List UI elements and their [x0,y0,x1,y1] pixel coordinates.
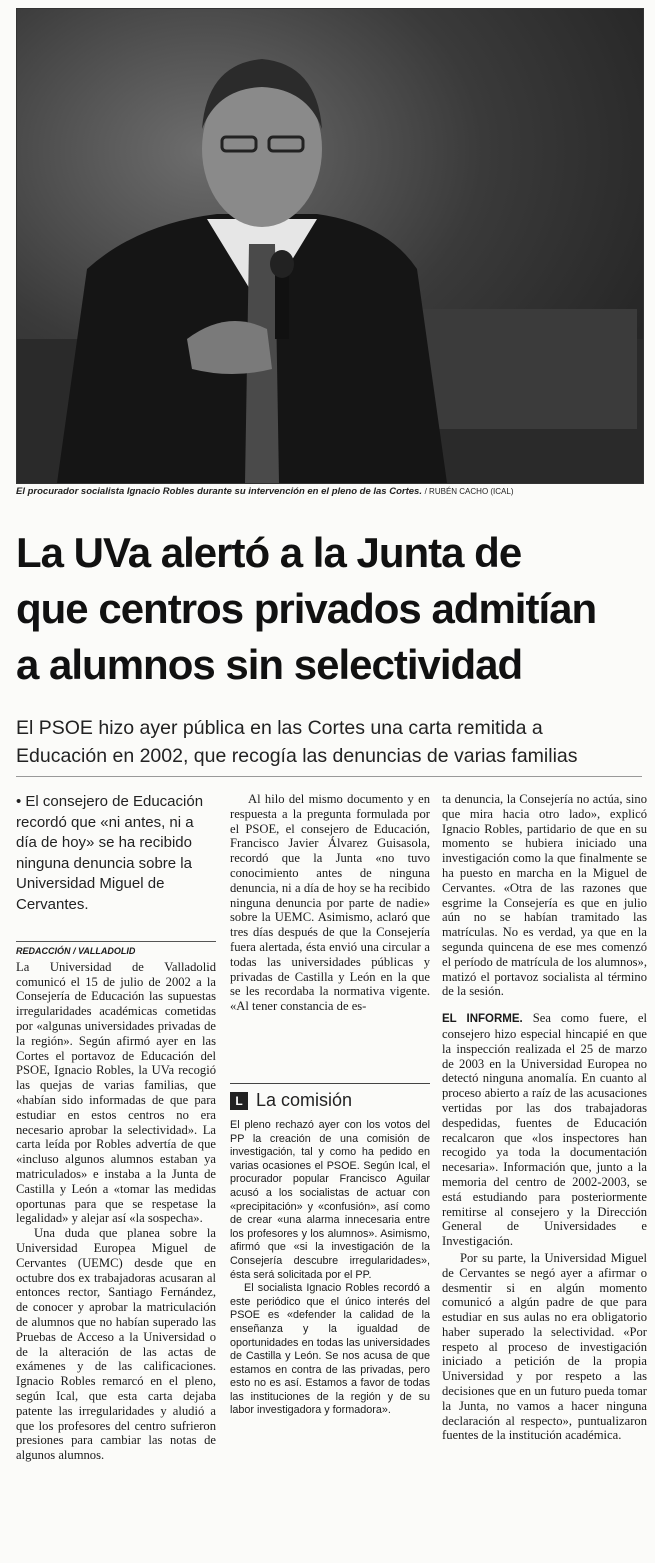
body-paragraph: La Universidad de Valladolid comunicó el 15 de julio de 2002 a la Consejería de Educación las supuestas irregularidades académicas cometidas por «algunas universidades privadas de la región». Según afirmó ayer en las Cortes el portavoz de Educación del PSOE, Ignacio Robles, la UVa recogió las quejas de varias familias, que «habían sido informadas de que para estudiar en estos centros no era necesario aprobar la selectividad». La carta leída por Robles advertía de que «incluso algunos alumnos estaban ya matriculados» e instaba a la Junta de Castilla y León a «tomar las medidas oportunas para que se respetase la legalidad» y alejar así «la sospecha». [16,959,216,1226]
column-1 [16,792,216,1463]
section-marker-icon: L [230,1092,248,1110]
body-paragraph: Al hilo del mismo documento y en respuesta a la pregunta formulada por el PSOE, el consejero de Educación, Francisco Javier Álvarez Guisasola, recordó que la Junta «no tuvo conocimiento antes de ninguna denuncia, ni a día de hoy se ha recibido ninguna denuncia por parte de nadie» sobre la UEMC. Asimismo, aclaró que tres días después de que la Consejería fuera alertada, ésta envió una circular a todas las universidades públicas y privadas de Castilla y León en la que se les recordaba la normativa vigente. «Al tener constancia de es- [230,792,430,1014]
section-paragraph [442,1011,647,1249]
speaker-illustration [17,9,643,483]
sidebar-paragraph: El pleno rechazó ayer con los votos del PP la creación de una comisión de investigación, tal y como ha pedido en varias ocasiones el PSOE. Según Ical, el procurador popular Francisco Aguilar acusó a los socialistas de actuar con «precipitación» y «confusión», así como de crear «una alarma innecesaria entre los profesores y los alumnos». Asimismo, afirmó que «si la investigación de la Consejería descubre irregularidades», ésta será solicitada por el PP. [230,1119,430,1281]
section-text: Sea como fuere, el consejero hizo especial hincapié en que la inspección realizada el 25 de marzo de 2003 en la Universidad Europea no detectó ninguna anomalía. En cuanto al proceso abierto a raíz de las acusaciones vertidas por las dos trabajadoras despedidas, fuentes de Educación recalcaron que «los inspectores han recogido ya toda la documentación necesaria». Información que, junto a la memoria del centro de 2002-2003, se está estudiando para posteriormente remitirse al consejero y la Dirección General de Universidades e Investigación. [442,1011,647,1249]
headline-line: La UVa alertó a la Junta de [16,529,522,576]
caption-text: El procurador socialista Ignacio Robles durante su intervención en el pleno de las Cortes. [16,486,422,497]
body-paragraph: ta denuncia, la Consejería no actúa, sino que mira hacia otro lado», explicó Ignacio Robles, partidario de que en su momento se hubiera iniciado una investigación como la que finalmente se ha puesto en marcha en la Miguel de Cervantes. «Otra de las razones que esgrime la Consejería es que en julio aún no se habían tramitado las matrículas. No es verdad, ya que en la segunda quincena de ese mes comenzó el período de matrícula de los alumnos», matizó el portavoz socialista al término de la sesión. [442,792,647,999]
headline-line: que centros privados admitían [16,585,597,632]
body-paragraph: Por su parte, la Universidad Miguel de Cervantes se negó ayer a afirmar o desmentir si en algún momento comunicó a algún padre de que para estudiar en sus aulas no era obligatorio haber superado la selectividad. «Por respeto al proceso de investigación iniciado a petición de la propia Universidad y por respeto a las decisiones que en un futuro pueda tomar la Junta, no vamos a hacer ninguna declaración al respecto», puntualizaron fuentes de la institución académica. [442,1250,647,1443]
lead-summary: • El consejero de Educación recordó que «ni antes, ni a día de hoy» se ha recibido ninguna denuncia sobre la Universidad Miguel de Cervantes. [16,793,204,913]
subheadline-line: Educación en 2002, que recogía las denuncias de varias familias [16,745,578,767]
sidebar-body [230,1119,430,1418]
sidebar-box [230,1083,430,1418]
subheadline [16,714,646,770]
body-paragraph: Una duda que planea sobre la Universidad Europea Miguel de Cervantes (UEMC) desde que en octubre dos ex trabajadoras acusaran al entonces rector, Santiago Fernández, de conocer y aprobar la matriculación de alumnos que no habían superado las Pruebas de Acceso a la Universidad o de la alteración de las actas de exámenes y de las calificaciones. Ignacio Robles remarcó en el pleno, según Ical, que esta carta dejaba patente las irregularidades y aludió a que los profesores del centro sufrieron presiones para cambiar las notas de algunos alumnos. [16,1226,216,1463]
sidebar-header [230,1090,430,1111]
headline-line: a alumnos sin selectividad [16,641,523,688]
column-2 [230,792,430,1014]
headline [16,525,646,693]
sidebar-paragraph: El socialista Ignacio Robles recordó a este periódico que el único interés del PSOE es «defender la calidad de la enseñanza y la igualdad de oportunidades en todas las universidades de Castilla y León. Se nos acusa de que estamos en contra de las privadas, pero esto no es así. Estamos a favor de todas las instituciones de la región y de su labor investigadora y formadora». [230,1282,430,1417]
section-kicker: EL INFORME. [442,1013,523,1026]
byline: REDACCIÓN / VALLADOLID [16,941,216,959]
photo-caption [16,486,642,497]
photo-credit: / RUBÉN CACHO (ICAL) [424,487,514,496]
sidebar-title: La comisión [256,1090,353,1110]
divider [16,776,642,777]
subheadline-line: El PSOE hizo ayer pública en las Cortes una carta remitida a [16,717,543,739]
column-3 [442,792,647,1443]
news-photo [16,8,644,484]
